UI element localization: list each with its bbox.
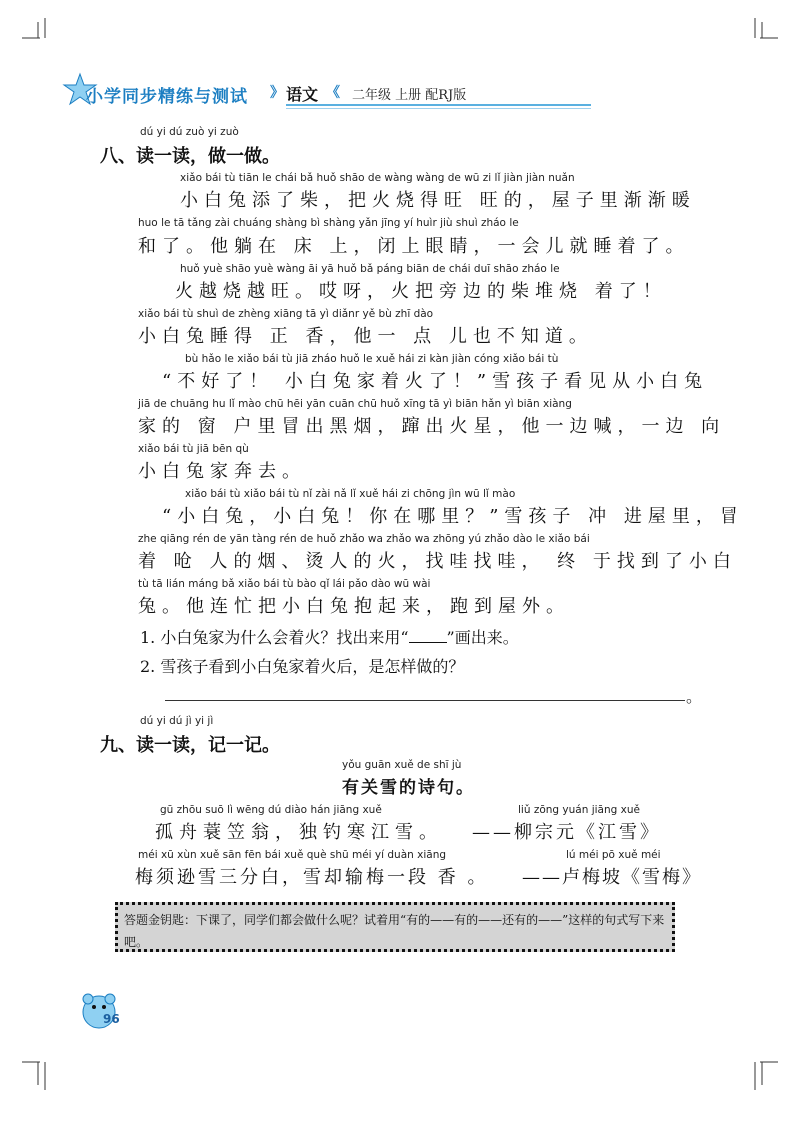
chevron-right-icon: 《 bbox=[326, 85, 340, 101]
line-text: “不好了！ 小白兔家着火了！”雪孩子看见从小白兔 bbox=[162, 371, 709, 392]
tip-text: 答题金钥匙：下课了，同学们都会做什么呢？试着用“有的——有的——还有的——”这样的句式写下来吧。 bbox=[124, 913, 665, 949]
answer-line-end: 。 bbox=[686, 687, 703, 706]
brand-title: 小学同步精练与测试 bbox=[86, 87, 248, 107]
answer-line[interactable] bbox=[165, 700, 685, 701]
line-text: 小白兔添了柴，把火烧得旺 旺的，屋子里渐渐暖 bbox=[180, 190, 696, 211]
poem-source-pinyin: lú méi pō xuě méi bbox=[566, 849, 661, 861]
line-text: 着 呛 人的烟、烫人的火，找哇找哇， 终 于找到了小白 bbox=[138, 551, 737, 572]
poem-pinyin: gū zhōu suō lì wēng dú diào hán jiāng xuě bbox=[160, 804, 382, 816]
poem-source-pinyin: liǔ zōng yuán jiāng xuě bbox=[518, 804, 640, 816]
poem-source: ——柳宗元《江雪》 bbox=[472, 822, 661, 843]
page-number: 96 bbox=[103, 1012, 120, 1026]
header-rule-thin bbox=[286, 108, 591, 109]
line-text: 小白兔睡得 正 香，他一 点 儿也不知道。 bbox=[138, 326, 593, 347]
grade-label: 二年级 上册 配RJ版 bbox=[352, 88, 467, 103]
line-pinyin: jiā de chuāng hu lǐ mào chū hēi yān cuān chū huǒ xīng tā yì biān hǎn yì biān xiàng bbox=[138, 398, 572, 410]
line-text: 兔。他连忙把小白兔抱起来，跑到屋外。 bbox=[138, 596, 570, 617]
subtitle-pinyin: yǒu guān xuě de shī jù bbox=[342, 759, 462, 771]
line-pinyin: xiǎo bái tù jiā bēn qù bbox=[138, 443, 249, 455]
poem-line: 孤舟蓑笠翁，独钓寒江雪。 bbox=[155, 822, 443, 843]
poem-subtitle: 有关雪的诗句。 bbox=[342, 778, 475, 798]
line-text: 火越烧越旺。哎呀，火把旁边的柴堆烧 着了！ bbox=[175, 281, 667, 302]
header-rule bbox=[286, 104, 591, 106]
line-pinyin: xiǎo bái tù tiān le chái bǎ huǒ shāo de wàng wàng de wū zi lǐ jiàn jiàn nuǎn bbox=[180, 172, 575, 184]
subject-label: 语文 bbox=[286, 85, 319, 104]
section9-pinyin: dú yi dú jì yi jì bbox=[140, 715, 214, 727]
question-2: 2. 雪孩子看到小白兔家着火后，是怎样做的？ bbox=[140, 657, 465, 676]
line-pinyin: xiǎo bái tù shuì de zhèng xiāng tā yì diǎnr yě bù zhī dào bbox=[138, 308, 434, 320]
poem-source: ——卢梅坡《雪梅》 bbox=[522, 867, 702, 888]
line-text: 小白兔家奔去。 bbox=[138, 461, 306, 482]
question-1 bbox=[140, 625, 519, 648]
question-1-pre: 1. 小白兔家为什么会着火？找出来用“ bbox=[140, 628, 409, 647]
line-pinyin: xiǎo bái tù xiǎo bái tù nǐ zài nǎ lǐ xuě hái zi chōng jìn wū lǐ mào bbox=[185, 488, 516, 500]
blank-underline bbox=[409, 628, 447, 643]
poem-line: 梅须逊雪三分白，雪却输梅一段 香 。 bbox=[135, 867, 489, 888]
tip-box bbox=[115, 902, 675, 952]
poem-pinyin: méi xū xùn xuě sān fēn bái xuě què shū méi yí duàn xiāng bbox=[138, 849, 447, 861]
chevron-left-icon: 》 bbox=[270, 85, 284, 101]
question-1-post: ”画出来。 bbox=[446, 628, 519, 647]
line-pinyin: bù hǎo le xiǎo bái tù jiā zháo huǒ le xuě hái zi kàn jiàn cóng xiǎo bái tù bbox=[185, 353, 559, 365]
section8-title: 八、读一读，做一做。 bbox=[100, 146, 280, 167]
line-text: 家的 窗 户里冒出黑烟，蹿出火星，他一边喊，一边 向 bbox=[138, 416, 726, 437]
line-pinyin: huo le tā tǎng zài chuáng shàng bì shàng yǎn jīng yí huìr jiù shuì zháo le bbox=[138, 217, 519, 229]
page-header bbox=[60, 70, 520, 110]
line-text: “小白兔，小白兔！你在哪里？”雪孩子 冲 进屋里，冒 bbox=[162, 506, 744, 527]
line-pinyin: zhe qiāng rén de yān tàng rén de huǒ zhǎo wa zhǎo wa zhōng yú zhǎo dào le xiǎo bái bbox=[138, 533, 590, 545]
section9-title: 九、读一读，记一记。 bbox=[100, 735, 280, 756]
line-text: 和了。他躺在 床 上，闭上眼睛，一会儿就睡着了。 bbox=[138, 236, 690, 257]
line-pinyin: huǒ yuè shāo yuè wàng āi yā huǒ bǎ páng biān de chái duī shāo zháo le bbox=[180, 263, 560, 275]
line-pinyin: tù tā lián máng bǎ xiǎo bái tù bào qǐ lái pǎo dào wū wài bbox=[138, 578, 431, 590]
section8-pinyin: dú yi dú zuò yi zuò bbox=[140, 126, 239, 138]
